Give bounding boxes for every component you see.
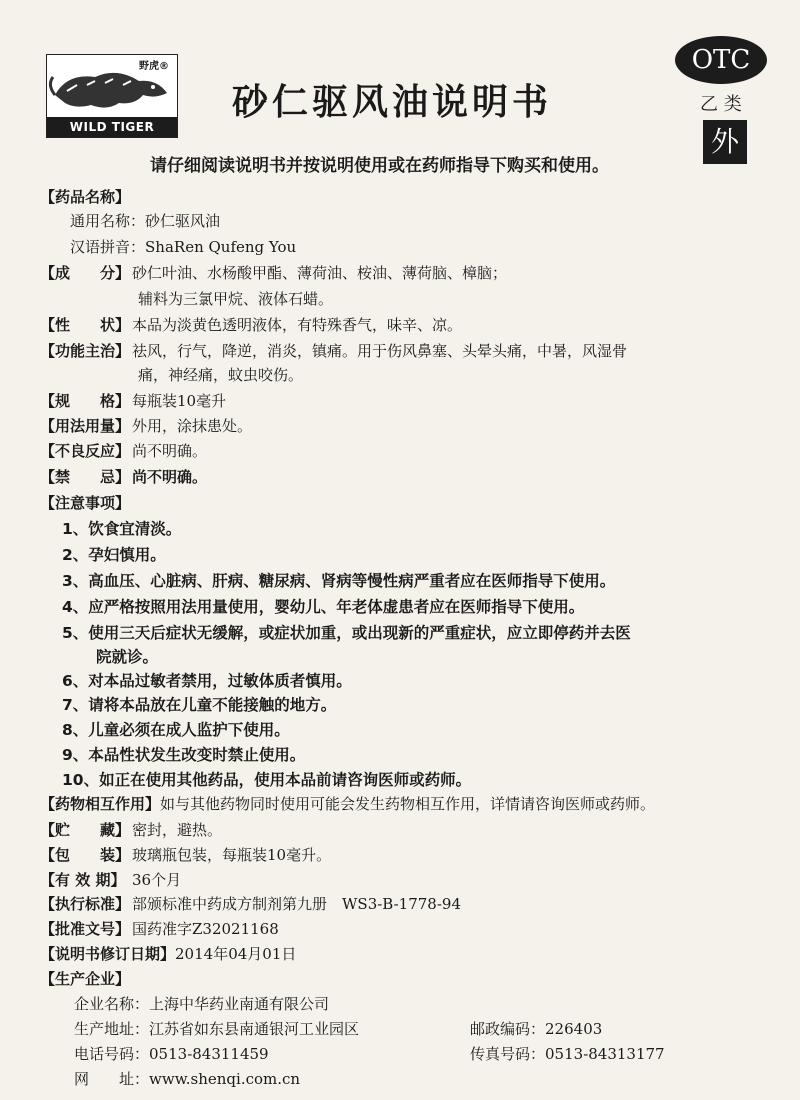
ingredients-line1: 砂仁叶油、水杨酸甲酯、薄荷油、桉油、薄荷脑、樟脑； (132, 264, 508, 282)
company-name-row (74, 993, 329, 1014)
precaution-item: 8、儿童必须在成人监护下使用。 (62, 721, 290, 739)
precaution-item: 5、使用三天后症状无缓解，或症状加重，或出现新的严重症状，应立即停药并去医 (62, 624, 631, 642)
section-label: 【贮 藏】 (40, 821, 131, 839)
generic-name-row (70, 210, 220, 231)
properties-value: 本品为淡黄色透明液体，有特殊香气，味辛、凉。 (132, 316, 463, 334)
section-label: 【药物相互作用】 (40, 795, 161, 813)
package-value: 玻璃瓶包装，每瓶装10毫升。 (132, 846, 332, 864)
section-storage (40, 819, 780, 841)
approval-value: 国药准字Z32021168 (132, 920, 279, 938)
phone-row (74, 1043, 269, 1064)
section-adverse (40, 440, 780, 462)
company-name-label: 企业名称： (74, 995, 150, 1013)
subtitle-notice: 请仔细阅读说明书并按说明使用或在药师指导下购买和使用。 (150, 156, 609, 176)
otc-badge: OTC (675, 36, 767, 84)
section-label: 【有 效 期】 (40, 871, 126, 889)
postcode-value: 226403 (545, 1020, 603, 1038)
precaution-item: 9、本品性状发生改变时禁止使用。 (62, 746, 306, 764)
indications-line2: 痛，神经痛，蚊虫咬伤。 (138, 366, 304, 384)
website-label: 网 址： (74, 1070, 150, 1088)
section-contraindications (40, 466, 780, 488)
section-label: 【注意事项】 (40, 494, 131, 512)
section-approval (40, 918, 780, 940)
wild-tiger-logo (46, 54, 178, 138)
section-label: 【禁 忌】 (40, 468, 131, 486)
section-label: 【批准文号】 (40, 920, 131, 938)
spec-value: 每瓶装10毫升 (132, 392, 227, 410)
generic-name-label: 通用名称： (70, 212, 146, 230)
address-label: 生产地址： (74, 1020, 150, 1038)
postcode-row (470, 1018, 602, 1039)
precaution-item: 1、饮食宜清淡。 (62, 520, 182, 538)
section-label: 【功能主治】 (40, 342, 131, 360)
section-label: 【生产企业】 (40, 970, 131, 988)
section-package (40, 844, 780, 866)
section-label: 【不良反应】 (40, 442, 131, 460)
contra-value: 尚不明确。 (132, 468, 208, 486)
section-manufacturer (40, 968, 780, 990)
adverse-value: 尚不明确。 (132, 442, 208, 460)
address-row (74, 1018, 359, 1039)
section-spec (40, 390, 780, 412)
section-validity (40, 869, 780, 891)
section-revision (40, 943, 780, 965)
precaution-item: 7、请将本品放在儿童不能接触的地方。 (62, 696, 337, 714)
precaution-item: 6、对本品过敏者禁用，过敏体质者慎用。 (62, 672, 352, 690)
generic-name-value: 砂仁驱风油 (145, 212, 221, 230)
fax-label: 传真号码： (470, 1045, 546, 1063)
section-label: 【说明书修订日期】 (40, 945, 176, 963)
section-precautions (40, 492, 780, 514)
section-interactions (40, 793, 780, 815)
fax-row (470, 1043, 665, 1064)
website-row (74, 1068, 300, 1089)
section-label: 【规 格】 (40, 392, 131, 410)
logo-text: WILD TIGER (47, 117, 177, 137)
ingredients-line2: 辅料为三氯甲烷、液体石蜡。 (138, 290, 334, 308)
section-label: 【执行标准】 (40, 895, 131, 913)
section-ingredients (40, 262, 780, 284)
section-label: 【用法用量】 (40, 417, 131, 435)
section-standard (40, 893, 780, 915)
section-label: 【包 装】 (40, 846, 131, 864)
address-value: 江苏省如东县南通银河工业园区 (149, 1020, 360, 1038)
usage-value: 外用，涂抹患处。 (132, 417, 253, 435)
phone-value: 0513-84311459 (149, 1045, 269, 1063)
precaution-item: 10、如正在使用其他药品，使用本品前请咨询医师或药师。 (62, 771, 472, 789)
precaution-item: 2、孕妇慎用。 (62, 546, 166, 564)
phone-label: 电话号码： (74, 1045, 150, 1063)
company-name-value: 上海中华药业南通有限公司 (149, 995, 330, 1013)
pinyin-value: ShaRen Qufeng You (145, 238, 297, 256)
logo-brand-cn: 野虎® (139, 61, 169, 72)
section-label: 【成 分】 (40, 264, 131, 282)
page-title: 砂仁驱风油说明书 (232, 82, 553, 123)
section-indications (40, 340, 780, 362)
section-properties (40, 314, 780, 336)
indications-line1: 祛风，行气，降逆，消炎，镇痛。用于伤风鼻塞、头晕头痛，中暑，风湿骨 (132, 342, 628, 360)
precaution-item5-cont: 院就诊。 (96, 648, 159, 666)
storage-value: 密封，避热。 (132, 821, 223, 839)
website-value: www.shenqi.com.cn (149, 1070, 301, 1088)
precaution-item: 3、高血压、心脏病、肝病、糖尿病、肾病等慢性病严重者应在医师指导下使用。 (62, 572, 616, 590)
otc-class-label: 乙 类 (700, 94, 742, 115)
standard-value: 部颁标准中药成方制剂第九册 WS3-B-1778-94 (132, 895, 462, 913)
section-drug-name (40, 186, 780, 208)
pinyin-label: 汉语拼音： (70, 238, 146, 256)
validity-value: 36个月 (132, 871, 182, 889)
precaution-item: 4、应严格按照用法用量使用，婴幼儿、年老体虚患者应在医师指导下使用。 (62, 598, 585, 616)
section-label: 【药品名称】 (40, 188, 131, 206)
interactions-value: 如与其他药物同时使用可能会发生药物相互作用，详情请咨询医师或药师。 (160, 795, 656, 813)
section-label: 【性 状】 (40, 316, 131, 334)
external-use-badge: 外 (703, 120, 747, 164)
revision-value: 2014年04月01日 (175, 945, 297, 963)
postcode-label: 邮政编码： (470, 1020, 546, 1038)
pinyin-row (70, 236, 296, 257)
fax-value: 0513-84313177 (545, 1045, 665, 1063)
section-usage (40, 415, 780, 437)
